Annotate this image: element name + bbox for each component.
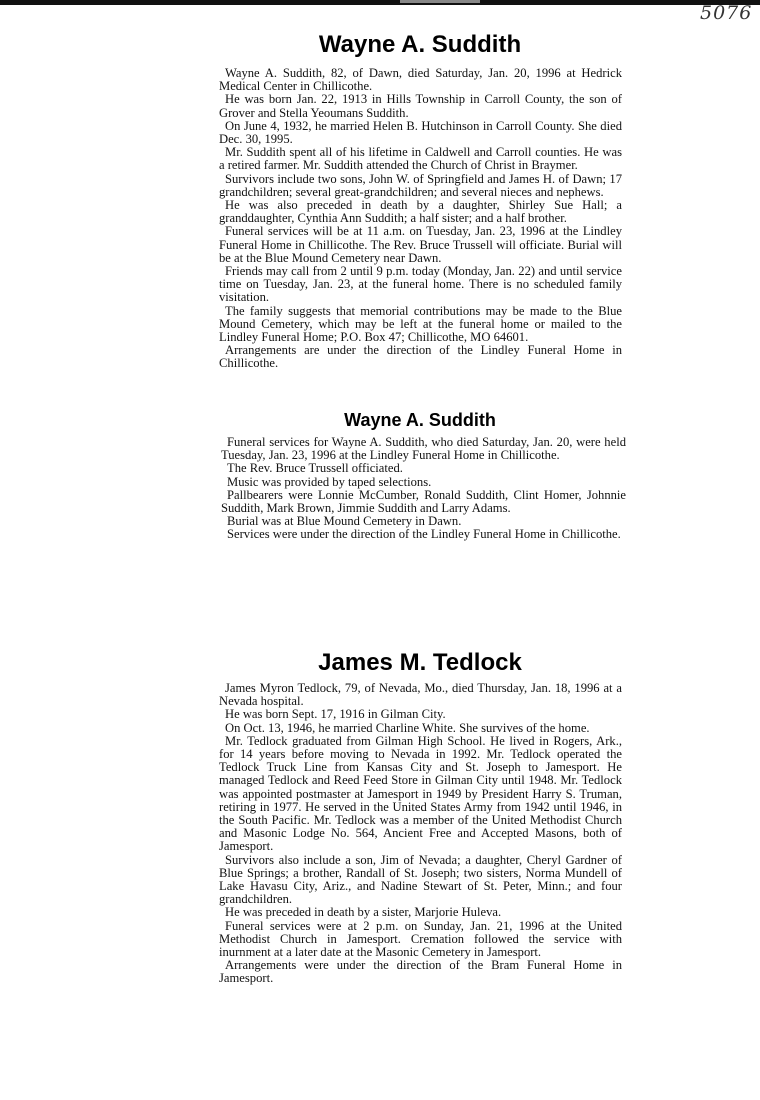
- paragraph: Arrangements are under the direction of the Lindley Funeral Home in Chillicothe.: [219, 343, 622, 371]
- paragraph: On June 4, 1932, he married Helen B. Hutchinson in Carroll County. She died Dec. 30, 1995.: [219, 118, 622, 147]
- paragraph: The Rev. Bruce Trussell officiated.: [227, 461, 403, 476]
- paragraph: Funeral services for Wayne A. Suddith, who died Saturday, Jan. 20, were held Tuesday, Jan. 23, 1996 at the Lindley Funeral Home in Chillicothe.: [221, 435, 626, 463]
- paragraph: James Myron Tedlock, 79, of Nevada, Mo., died Thursday, Jan. 18, 1996 at a Nevada hospital.: [219, 681, 622, 709]
- obituary-body-suddith: [219, 67, 622, 371]
- paragraph: Friends may call from 2 until 9 p.m. today (Monday, Jan. 22) and until service time on Tuesday, Jan. 23, at the funeral home. There is no scheduled family visitation.: [219, 264, 622, 305]
- paragraph: Survivors include two sons, John W. of Springfield and James H. of Dawn; 17 grandchildren; several great-grandchildren; and several nieces and nephews.: [219, 171, 622, 199]
- paragraph: He was born Jan. 22, 1913 in Hills Township in Carroll County, the son of Grover and Stella Yeoumans Suddith.: [219, 92, 622, 120]
- paragraph: Services were under the direction of the Lindley Funeral Home in Chillicothe.: [227, 527, 621, 542]
- funeral-notice-body-suddith: [221, 436, 626, 542]
- obituary-title-tedlock: James M. Tedlock: [318, 649, 522, 676]
- paragraph: Wayne A. Suddith, 82, of Dawn, died Saturday, Jan. 20, 1996 at Hedrick Medical Center in Chillicothe.: [219, 66, 622, 94]
- paragraph: Mr. Suddith spent all of his lifetime in Caldwell and Carroll counties. He was a retired farmer. Mr. Suddith attended the Church of Christ in Braymer.: [219, 145, 622, 173]
- paragraph: Funeral services were at 2 p.m. on Sunday, Jan. 21, 1996 at the United Methodist Church in Jamesport. Cremation followed the service with inurnment at a later date at the Masonic Cemetery in Jamesport.: [219, 918, 622, 960]
- paragraph: He was also preceded in death by a daughter, Shirley Sue Hall; a granddaughter, Cynthia Ann Suddith; a half sister; and a half brother.: [219, 198, 622, 226]
- paragraph: Music was provided by taped selections.: [227, 474, 432, 489]
- paragraph: Burial was at Blue Mound Cemetery in Dawn.: [227, 514, 462, 529]
- paragraph: The family suggests that memorial contributions may be made to the Blue Mound Cemetery, which may be left at the funeral home or mailed to the Lindley Funeral Home; P.O. Box 47; Chillicothe, MO 64601.: [219, 303, 622, 345]
- paragraph: Funeral services will be at 11 a.m. on Tuesday, Jan. 23, 1996 at the Lindley Funeral Home in Chillicothe. The Rev. Bruce Trussell will officiate. Burial will be at the Blue Mound Cemetery near Dawn.: [219, 224, 622, 265]
- paragraph: Survivors also include a son, Jim of Nevada; a daughter, Cheryl Gardner of Blue Springs; a brother, Randall of St. Joseph; two sisters, Norma Mundell of Lake Havasu City, Ariz., and Nadine Stewart of St. Peter, Minn.; and four grandchildren.: [219, 852, 622, 907]
- handwritten-page-number: 5076: [700, 2, 753, 24]
- paragraph: Pallbearers were Lonnie McCumber, Ronald Suddith, Clint Homer, Johnnie Suddith, Mark Brown, Jimmie Suddith and Larry Adams.: [221, 487, 626, 516]
- paragraph: Mr. Tedlock graduated from Gilman High School. He lived in Rogers, Ark., for 14 years before moving to Nevada in 1992. Mr. Tedlock operated the Tedlock Truck Line from Kansas City and St. Joseph to Jamesport. He managed Tedlock and Reed Feed Store in Gilman City until 1948. Mr. Tedlock was appointed postmaster at Jamesport in 1949 by President Harry S. Truman, retiring in 1977. He served in the United States Army from 1942 until 1946, in the South Pacific. Mr. Tedlock was a member of the United Methodist Church and Masonic Lodge No. 564, Ancient Free and Accepted Masons, both of Jamesport.: [219, 733, 622, 854]
- paragraph: Arrangements were under the direction of the Bram Funeral Home in Jamesport.: [219, 958, 622, 986]
- paragraph: He was preceded in death by a sister, Marjorie Huleva.: [225, 905, 502, 920]
- funeral-notice-title-suddith: Wayne A. Suddith: [344, 410, 496, 430]
- paragraph: On Oct. 13, 1946, he married Charline White. She survives of the home.: [225, 720, 590, 735]
- paragraph: He was born Sept. 17, 1916 in Gilman City.: [225, 707, 446, 722]
- scan-border-gap: [400, 0, 480, 3]
- scan-top-border: [0, 0, 760, 5]
- obituary-title-suddith: Wayne A. Suddith: [318, 31, 522, 58]
- obituary-body-tedlock: [219, 682, 622, 986]
